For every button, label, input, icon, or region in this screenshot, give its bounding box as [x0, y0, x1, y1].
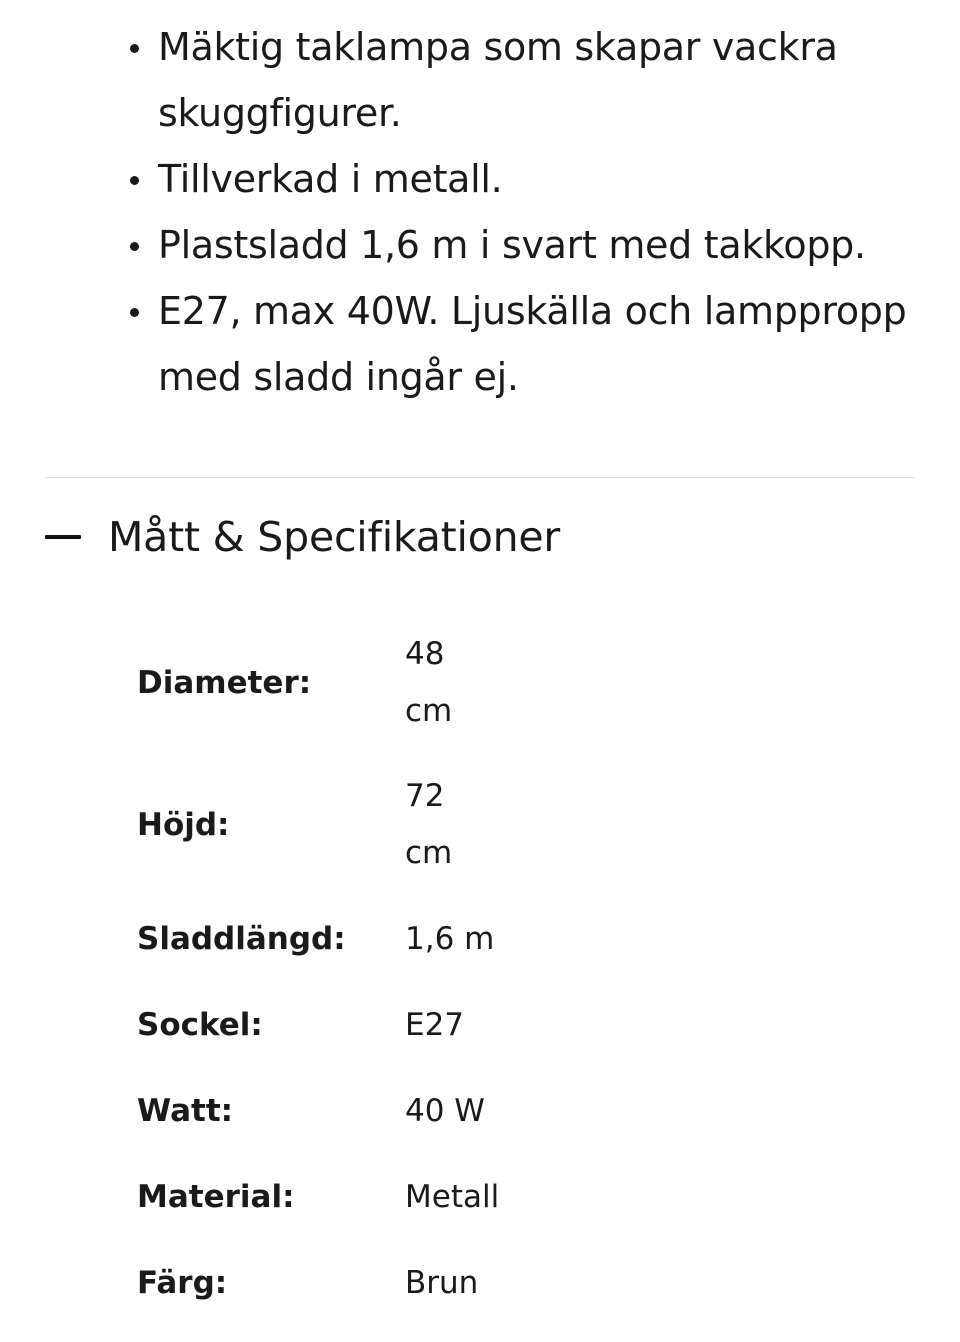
spec-value-cord-length: 1,6 m: [405, 920, 495, 957]
feature-item: [0, 278, 960, 410]
feature-text: Mäktig taklampa som skapar vackra skuggfigurer.: [158, 25, 838, 135]
spec-value-socket: E27: [405, 1006, 465, 1043]
spec-value-color: Brun: [405, 1264, 479, 1301]
spec-value-unit: cm: [405, 835, 453, 871]
spec-label-diameter: Diameter:: [137, 665, 312, 701]
spec-label-cord-length: Sladdlängd:: [137, 921, 346, 957]
feature-text: E27, max 40W. Ljuskälla och lamppropp med sladd ingår ej.: [158, 289, 907, 399]
spec-value-material: Metall: [405, 1178, 500, 1215]
spec-value-diameter: [405, 612, 499, 754]
spec-label-material: Material:: [137, 1179, 295, 1215]
spec-label-socket: Sockel:: [137, 1007, 263, 1043]
spec-label-color: Färg:: [137, 1265, 228, 1301]
spec-value-number: 48: [405, 636, 445, 672]
spec-label-height: Höjd:: [137, 807, 230, 843]
bullet-icon: [130, 242, 139, 251]
specs-accordion-toggle[interactable]: [45, 505, 915, 569]
table-row: [137, 1068, 499, 1154]
spec-value-unit: cm: [405, 693, 453, 729]
spec-value-watt: 40 W: [405, 1092, 485, 1129]
feature-item: [0, 146, 960, 212]
feature-text: Tillverkad i metall.: [158, 157, 503, 201]
accordion-title: Mått & Specifikationer: [108, 513, 561, 561]
feature-list: [0, 14, 960, 410]
feature-item: [0, 14, 960, 146]
bullet-icon: [130, 308, 139, 317]
spec-value-height: [405, 754, 499, 896]
minus-icon[interactable]: [45, 535, 81, 539]
spec-value-number: 72: [405, 778, 445, 814]
table-row: [137, 982, 499, 1068]
table-row: [137, 896, 499, 982]
bullet-icon: [130, 44, 139, 53]
section-divider: [45, 477, 915, 478]
feature-text: Plastsladd 1,6 m i svart med takkopp.: [158, 223, 866, 267]
spec-table: [137, 612, 499, 1326]
spec-label-watt: Watt:: [137, 1093, 234, 1129]
table-row: [137, 612, 499, 754]
bullet-icon: [130, 176, 139, 185]
table-row: [137, 1240, 499, 1326]
feature-item: [0, 212, 960, 278]
table-row: [137, 1154, 499, 1240]
table-row: [137, 754, 499, 896]
